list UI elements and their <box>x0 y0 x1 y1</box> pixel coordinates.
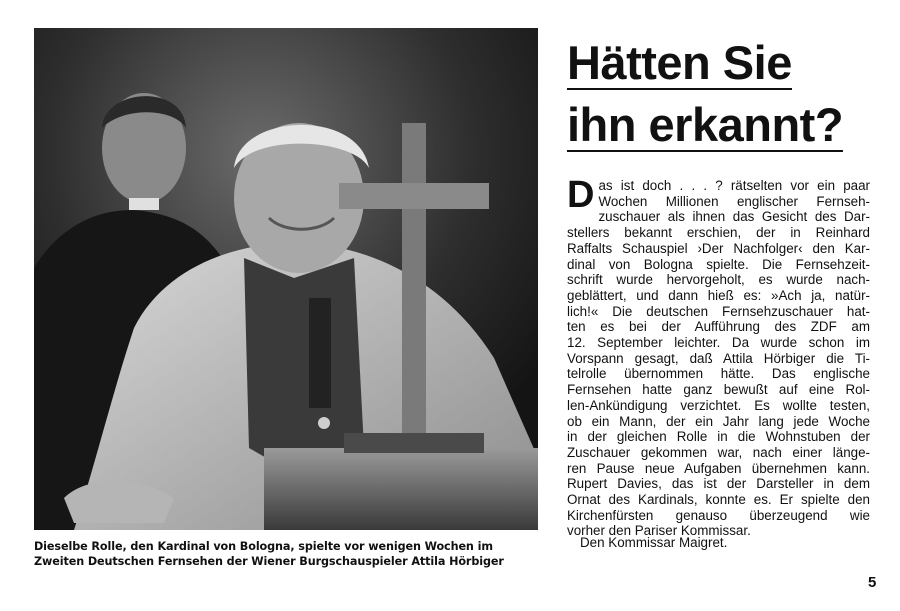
article-signoff: Den Kommissar Maigret. <box>580 535 728 550</box>
article-line: Ornat des Kardinals, konnte es. Er spielte den <box>567 492 870 508</box>
article-body <box>567 174 870 539</box>
article-line: Rupert Davies, das ist der Darsteller in dem <box>567 476 870 492</box>
article-line: stellers bekannt erschien, der in Reinhard <box>567 225 870 241</box>
article-line: len-Ankündigung verzichtet. Es wollte testen, <box>567 397 870 413</box>
article-line: lich!« Die deutschen Fernsehzuschauer hat- <box>567 303 870 319</box>
drop-cap: D <box>567 174 595 216</box>
caption-line: Dieselbe Rolle, den Kardinal von Bologna, spielte vor wenigen Wochen im <box>34 540 493 553</box>
article-line: ren Pause neue Aufgaben übernehmen kann. <box>567 460 870 476</box>
article-line: as ist doch . . . ? rätselten vor ein paar <box>598 178 870 193</box>
article-line: Fernsehen hatte ganz bewußt auf eine Rol- <box>567 382 870 398</box>
page-number: 5 <box>868 574 877 591</box>
headline-line: ihn erkannt? <box>567 98 844 151</box>
article-line: in der gleichen Rolle in die Wohnstuben der <box>567 429 870 445</box>
article-line: 12. September leichter. Da wurde schon im <box>567 335 870 351</box>
altar-box <box>264 448 538 530</box>
article-line: ten es bei der Aufführung des ZDF am <box>567 319 870 335</box>
caption-line: Zweiten Deutschen Fernsehen der Wiener Burgschauspieler Attila Hörbiger <box>34 555 504 568</box>
article-line: schrift wurde hervorgeholt, es wurde nach- <box>567 272 870 288</box>
article-line: dinal von Bologna spielte. Die Fernsehzeit- <box>567 256 870 272</box>
article-line: Zuschauer gekommen war, nach einer länge- <box>567 444 870 460</box>
photo-illustration <box>34 28 538 530</box>
headline-line: Hätten Sie <box>567 36 792 89</box>
article-line: Wochen Millionen englischer Fernseh- <box>598 193 870 209</box>
article-line: Kirchenfürsten genauso überzeugend wie <box>567 507 870 523</box>
photo-caption <box>34 539 544 569</box>
article-line: geblättert, und dann hieß es: »Ach ja, natür- <box>567 287 870 303</box>
article-line: Raffalts Schauspiel ›Der Nachfolger‹ den Kar- <box>567 240 870 256</box>
article-line: zuschauer als ihnen das Gesicht des Dar- <box>598 209 870 225</box>
film-still-photo <box>34 28 538 530</box>
article-line: Vorspann gesagt, daß Attila Hörbiger die Ti- <box>567 350 870 366</box>
headline <box>567 34 877 158</box>
article-line: ob ein Mann, der ein Jahr lang jede Woche <box>567 413 870 429</box>
article-line: telrolle übernommen hätte. Das englische <box>567 366 870 382</box>
article-line: vorher den Pariser Kommissar. <box>567 523 751 539</box>
